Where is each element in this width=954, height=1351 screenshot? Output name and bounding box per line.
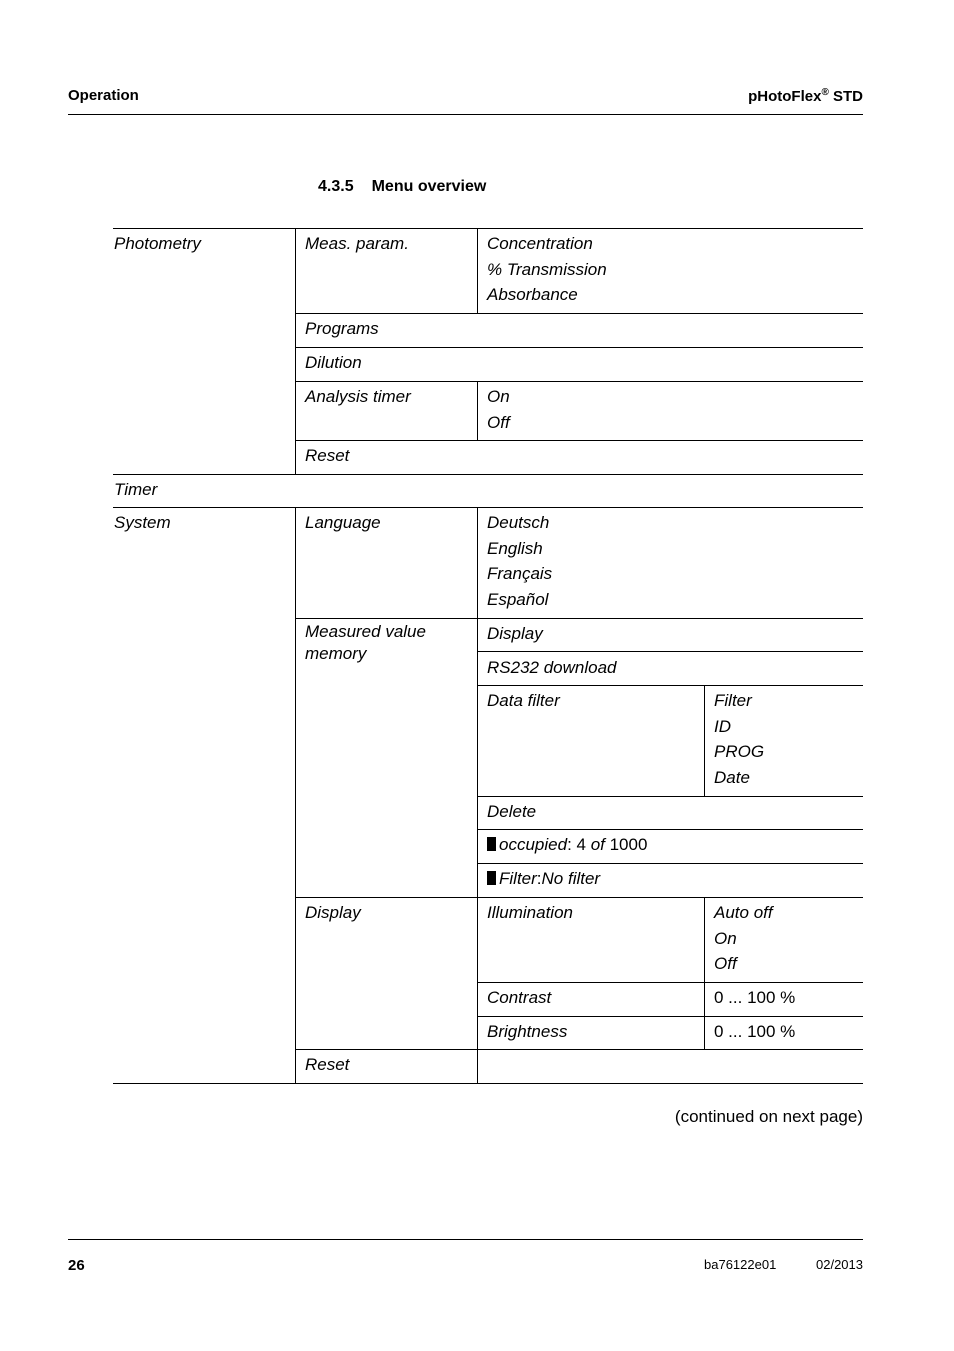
- meas-param-options: [487, 231, 607, 308]
- menu-dilution: Dilution: [305, 353, 362, 372]
- menu-meas-param: Meas. param.: [305, 234, 409, 253]
- menu-memory-display: Display: [487, 624, 543, 643]
- option-francais: Français: [487, 564, 553, 583]
- menu-display: Display: [305, 903, 361, 922]
- menu-programs: Programs: [305, 319, 379, 338]
- memory-occupied-status: occupied: 4 of 1000: [487, 832, 647, 858]
- option-filter: Filter: [714, 691, 752, 710]
- header-rule: [68, 114, 863, 115]
- option-absorbance: Absorbance: [487, 285, 578, 304]
- section-heading: [318, 178, 486, 196]
- menu-rs232-download: RS232 download: [487, 658, 617, 677]
- data-filter-options: [714, 688, 764, 790]
- section-title: Menu overview: [371, 178, 487, 195]
- header-section-label: Operation: [68, 87, 139, 104]
- menu-reset-system: Reset: [305, 1055, 350, 1074]
- option-deutsch: Deutsch: [487, 513, 550, 532]
- option-off: Off: [487, 412, 510, 432]
- menu-reset-photometry: Reset: [305, 446, 350, 465]
- option-espanol: Español: [487, 589, 549, 609]
- option-id: ID: [714, 716, 731, 736]
- footer-rule: [68, 1239, 863, 1240]
- menu-analysis-timer: Analysis timer: [305, 387, 411, 406]
- menu-photometry: Photometry: [114, 234, 201, 253]
- option-concentration: Concentration: [487, 234, 593, 253]
- option-off: Off: [714, 954, 737, 973]
- menu-delete: Delete: [487, 802, 537, 821]
- page-number: 26: [68, 1257, 85, 1274]
- menu-system: System: [114, 513, 171, 532]
- option-transmission: % Transmission: [487, 259, 607, 279]
- option-date: Date: [714, 767, 750, 787]
- menu-data-filter: Data filter: [487, 691, 560, 710]
- menu-language: Language: [305, 513, 381, 532]
- language-options: [487, 510, 552, 612]
- option-auto-off: Auto off: [714, 903, 773, 922]
- option-on: On: [714, 928, 737, 948]
- option-on: On: [487, 387, 510, 406]
- memory-filter-status: Filter:No filter: [487, 866, 600, 892]
- menu-timer: Timer: [114, 480, 158, 499]
- menu-illumination: Illumination: [487, 903, 573, 922]
- brightness-range: 0 ... 100 %: [714, 1022, 796, 1041]
- menu-measured-value-memory: Measured value memory: [305, 622, 426, 663]
- analysis-timer-options: [487, 384, 510, 435]
- illumination-options: [714, 900, 773, 977]
- option-english: English: [487, 538, 543, 558]
- menu-brightness: Brightness: [487, 1022, 568, 1041]
- document-date: 02/2013: [816, 1257, 863, 1272]
- document-id: ba76122e01: [704, 1257, 777, 1272]
- contrast-range: 0 ... 100 %: [714, 988, 796, 1007]
- status-marker-icon: [487, 837, 496, 851]
- section-number: 4.3.5: [318, 178, 354, 195]
- status-marker-icon: [487, 871, 496, 885]
- menu-contrast: Contrast: [487, 988, 552, 1007]
- header-product-title: pHotoFlex® STD: [748, 87, 863, 105]
- option-prog: PROG: [714, 742, 765, 761]
- continued-note: (continued on next page): [674, 1107, 863, 1126]
